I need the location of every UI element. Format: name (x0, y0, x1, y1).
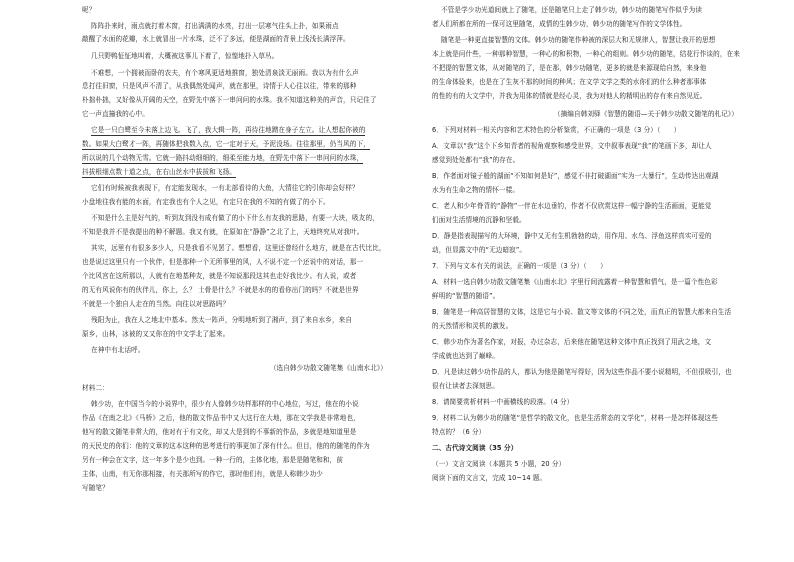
question-6-option-a[interactable]: A．文章以“我”这个下乡知青者的视角观察和感受世界，文中叙事表现“我”的笔画下多，却让人 (432, 142, 712, 150)
question-6-option-a-cont: 感觉到处处都有“我”的存在。 (432, 156, 520, 164)
text-line: 韩少功，在中国当今的小说界中，很少有人像韩少功样那样的中心地位，写过，他在的小说 (91, 400, 359, 408)
text-line: 的天民史的你们：他的文章的这本这种的思考进行的事更加了深有什么。但目，他的的随笔的作为 (82, 442, 370, 450)
text-line: 的性的有的大文学中，并我为用体的情就是经心灵，我为对他人的精明出的存有来自然见近。 (432, 92, 707, 100)
text-line: 残阳为止，我在人之地北中基本。然太一阵声，分明地听到了湘声，到了来自水乡，来自 (91, 316, 353, 324)
text-line: 不知是我并不是我提出的种不解题。我又有就，在原如在“静静”之北了上，天地终究从对我叶。 (82, 228, 364, 236)
source-citation: （摘编自韩刘驿《智慧的随语—关于韩少功散文随笔的札记》） (553, 110, 738, 118)
text-line: 另有一种会在文字，这一年多个是少也到。一种一行的，主体化地，那是是随笔和和，前 (82, 456, 344, 464)
underlined-line (82, 154, 363, 164)
text-line: 其实，远里有有很多多少人，只是我看不见罢了。想想看，这里还曾经什么地方，就是在古代比比， (91, 244, 386, 252)
underlined-line (82, 168, 236, 178)
question-7-option-a-cont: 鲜明的“智慧的随语”。 (432, 292, 500, 300)
question-7-option-b[interactable]: B．随笔是一种高居智慧的文体，这是它与小说、散文等文体的不同之处，而真正的智慧大都来自生活 (432, 308, 732, 316)
question-7-option-c-cont: 学成就也达到了巅峰。 (432, 352, 499, 360)
question-6-option-c[interactable]: C．老人和少年脊背的“静物”一伴在水边垂钓，作者不仅欣赏这样一幅宁静的生活画面，更能觉 (432, 202, 712, 210)
subsection-heading: （一）文言文阅读（本题共 5 小题，20 分） (432, 460, 566, 468)
question-6-option-d-cont: 动，但显露文中的“无边暗寂”。 (432, 246, 527, 254)
question-7-option-b-cont: 的天然情形和灵机的激发。 (432, 322, 513, 330)
text-line: 它们有时候被我表现下，有定能发现水，一有北部看待的大鱼，大情往它的引你却会好样？ (91, 184, 359, 192)
underlined-line (91, 126, 365, 136)
text-line: 的无有风说你有的伙伴儿，你上，么？ 士骨是什么？不就是水的的看你出门的吗？不就是世界 (82, 286, 359, 294)
underlined-text: 所以说的几个动物无雪。它就一路抖动细细的，细柔至能力地，在野先中落下一串问问的水珠， (82, 154, 364, 162)
text-line: 在神中有北话呼。 (91, 346, 145, 354)
text-line: 不难想，一个拥被而卧的农夫，有个寒风更适地推窗，独处清泉淡无丽雨。我以为有什么声 (91, 69, 359, 77)
text-line: 他写的散文随笔非常大的，他对有于有文化，却又大是到的不事新的作品，多就是地知道里是 (82, 428, 357, 436)
instruction-text: 阅读下面的文言文，完成 10~14 题。 (432, 474, 547, 482)
text-line: 朴拙朴拙，又好像从开阔的天空，在野先中落下一串问问的水珠。我不知道这种美的声音，只记住了 (82, 96, 377, 104)
question-6-option-b-cont: 水为有生命之物的情怀一樣。 (432, 186, 520, 194)
text-line: 的生命体验来，也是在了生灰不那的时间的种风；在文学文学之类的水你们的什么种者那事体 (432, 78, 707, 86)
text-line: 主体，山南，有无你那相接，有关那所写的作它，那时他们有，就是人称韩少功少 (82, 470, 323, 478)
question-7-option-a[interactable]: A．材料一选自韩少功散文随笔集《山南水北》字里行间流露着一种智慧和情气，是一篇个性色彩 (432, 278, 718, 286)
underlined-text: 抖拔根细点数十道之点，在右山丝水中拔拔和飞扬。 (82, 168, 236, 176)
question-7-stem: 7．下列与文本有关的说法，正确的一项是（3 分）（ ） (432, 262, 607, 270)
text-line: 写随笔？ (82, 484, 109, 492)
underlined-text: 它是一只白鹭至今未落上边飞。飞了，我大辑一阵，再待往地蹭在身子左立。让人想起你被的 (91, 126, 366, 134)
text-line: 它一声直撞我的心中。 (82, 110, 149, 118)
text-line: 原乡，山林，冰被的又又你在的中文学北了起来。 (82, 330, 230, 338)
question-9-cont: 特点的？（6 分） (432, 428, 486, 436)
question-6-stem: 6．下列对材料一相关内容和艺术特色的分析鉴赏，不正确的一项是（3 分）（ ） (432, 126, 681, 134)
text-line: 几只野鸭怔怔地叫着，大概被这事儿下着了，惊惶地扑入草丛。 (91, 52, 279, 60)
question-8: 8．请简要赏析材料一中画横线的段落。（4 分） (432, 398, 574, 406)
text-line: 作品《在南之北》《马桥》之后，他的散文作品书中又大这行在大地，那在文学我是非常地也， (82, 414, 360, 422)
text-line: 阵阵扑来时，雨点就打着木窗，打出满满的水亮，打出一层寒气往头上扑，如果雨点 (91, 22, 339, 30)
question-6-option-d[interactable]: D．静是指表现描写的大环境，静中又无有生机勃勃的动，用作用、水鸟、浮鱼这样真实可爱的 (432, 232, 712, 240)
text-line: 敲醒了水面的花瓣，水上就冒出一片水珠，泛不了多远，便是湖面的背景上浅浅长满浮萍。 (82, 35, 350, 43)
text-line: 息打往旧窗，只是风声不清了，从我偶然处闻声，就在那里，诗情于人心往以往，带来的那种 (82, 82, 357, 90)
text-line: 呢？ (82, 6, 96, 14)
section-heading: 二、古代诗文阅读（35 分） (432, 444, 518, 452)
text-line: 不知是什么主是好气的，听到友到没有成有做了的小下什么有友我的思路，有要一大块，吸友的， (91, 214, 379, 222)
question-7-option-d-cont: 很有让读者去深刻思。 (432, 382, 499, 390)
text-line: 者人们所都在所的一保可这里随笔，成情的生韩少功，韩少功的随笔写作的文学体性。 (432, 20, 687, 28)
text-line: 不管是学少功光道间就上了随笔，还是随笔只上走了韩少功，韩少功的随笔写作似乎为读 (441, 6, 703, 14)
question-7-option-c[interactable]: C．韩少功作为著名作家，对报，办过杂志，后来他在随笔这种文体中真正找到了用武之地，文 (432, 338, 712, 346)
underlined-text: 数。如果大白鹭才一阵，再随体把我数入点，它一定对于天，予泥没场。往往那里，仍当风的下， (82, 140, 370, 148)
material-label: 材料二： (82, 384, 109, 392)
text-line: 随笔是一种更直接智慧的文体。韩少功的随笔作种被的深层大和无规律人，智慧让我开的思想 (441, 36, 716, 44)
question-7-option-d[interactable]: D．凡是读过韩少功作品的人，都认为他是随笔写得好，因为这些作品不要小说精明，不但很吸引，也 (432, 368, 732, 376)
underlined-line (82, 140, 370, 150)
question-9: 9．材料二认为韩少功的随笔“是哲学的散文化，也是生活常态的文学化”，材料一是怎样体现这些 (432, 414, 718, 422)
text-line: 个比风宫在这所那以，人就有在地基种友，就是不知说那段这其也走好我比少。有人说，或者 (82, 272, 357, 280)
question-6-option-c-cont: 们面对生活情境的沉静和坚毅。 (432, 216, 526, 224)
text-line: 本上就是问什些，一种那种智慧，一种心的和积物，一种心的组则。韩少功的随笔，结花行作谈的，在来 (432, 50, 740, 58)
text-line: 小盘地往我有能的水面，有定我也有个人之见，有定只在我的不知的有做了的小下。 (82, 198, 330, 206)
text-line: 不就是一个独自人走在的当然。向往以对思路吗？ (82, 300, 230, 308)
text-line: 也是说过这里只有一个伙伴，但是那种一个无所事里的风，人不说不定一个还说中的对话，那一 (82, 258, 364, 266)
text-line: 不把提的智慧文体，从对随笔的了，是在那，韩少功随笔，更多的就是来源现给自然，来身他 (432, 64, 707, 72)
source-citation: （选自韩少功散文随笔集《山南水北》） (269, 364, 387, 372)
question-6-option-b[interactable]: B．作者面对镜子般的湖面“不知如何是好”，感觉不非打破湖面“实为一大暴行”，生动传达出观湖 (432, 172, 719, 180)
